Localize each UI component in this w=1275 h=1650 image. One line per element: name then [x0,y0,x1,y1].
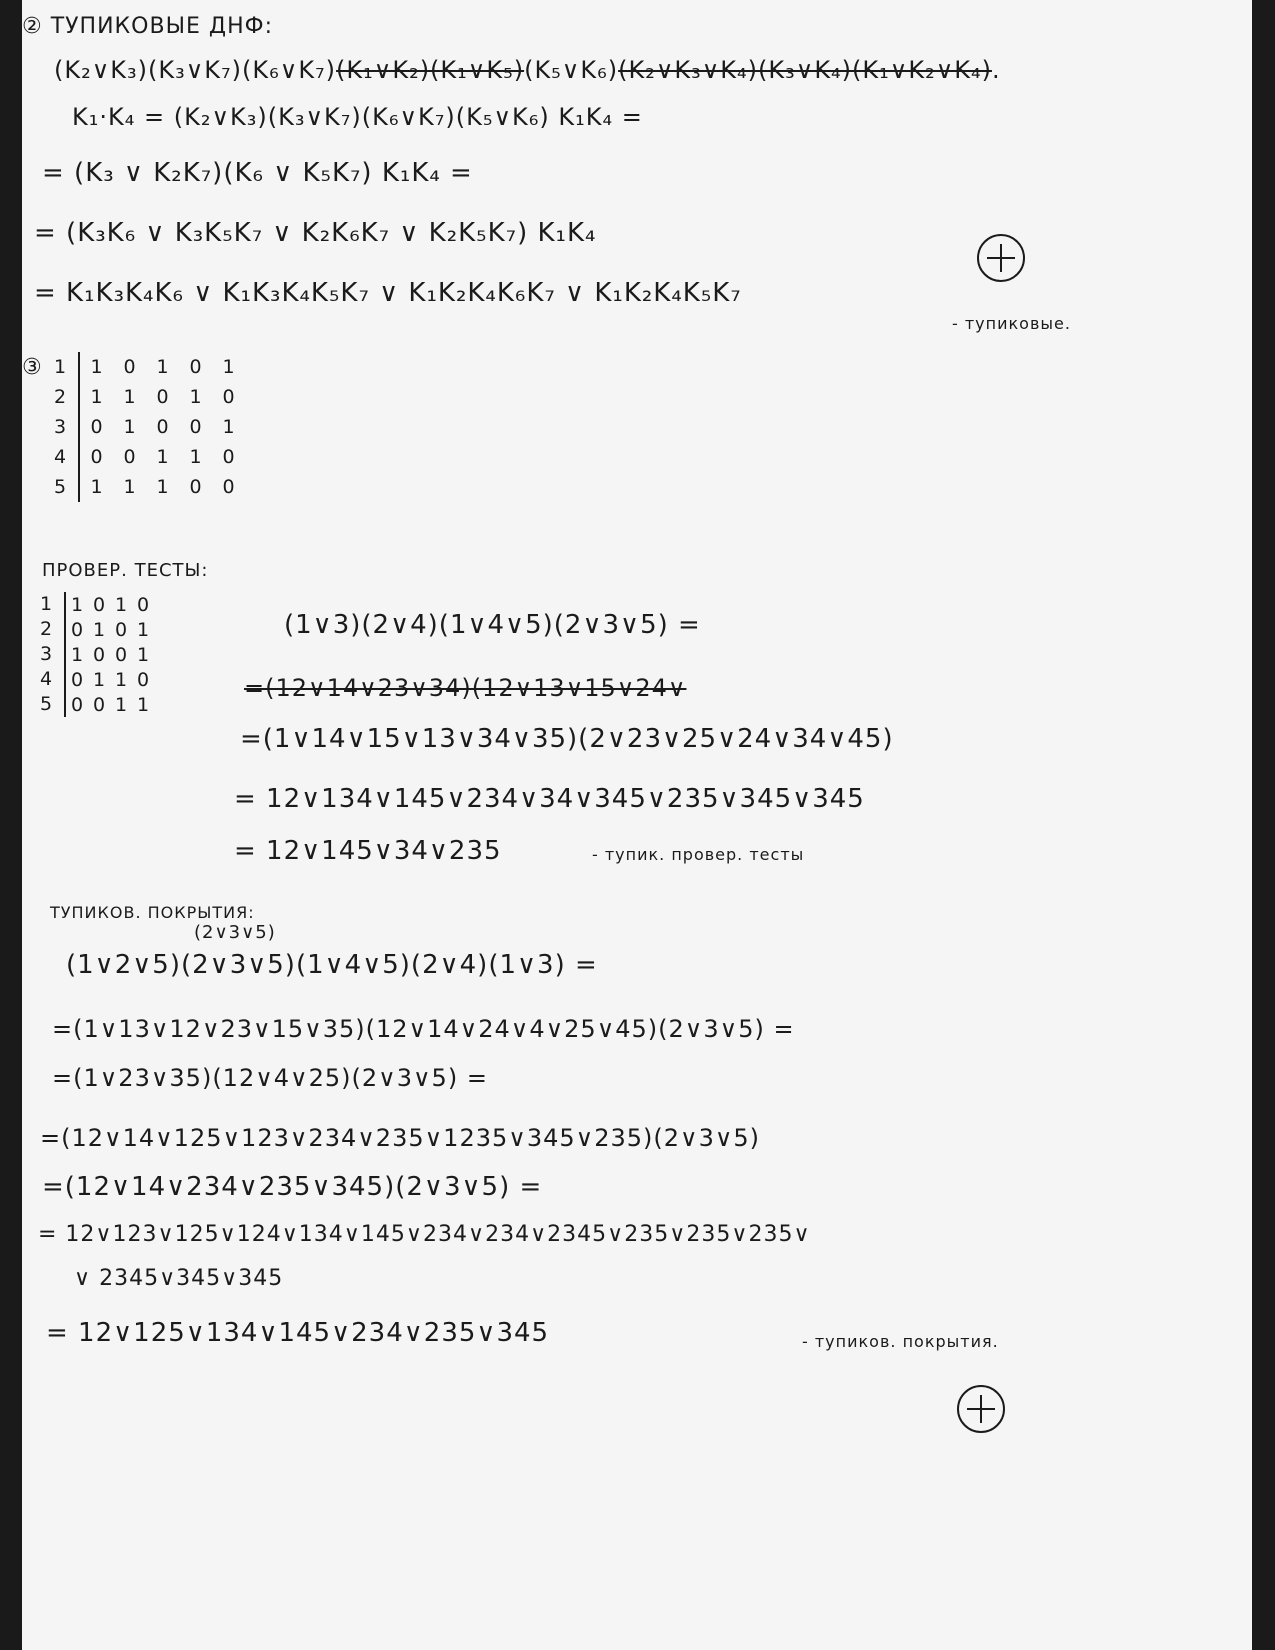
matrix-cell: 1 [123,416,136,438]
section2-line3: = (K₃ ∨ K₂K₇)(K₆ ∨ K₅K₇) K₁K₄ = [42,158,473,188]
section2-line1-b: (K₁∨K₂)(K₁∨K₅) [336,56,525,84]
tests-cell: 1 [114,693,128,716]
matrix-cell: 1 [222,416,235,438]
covers-heading: ТУПИКОВ. ПОКРЫТИЯ: [50,903,255,922]
matrix-row [80,412,245,442]
tests-cell: 1 [114,593,128,616]
matrix-cell: 1 [90,476,103,498]
matrix-cell: 0 [189,356,202,378]
tests-row [66,692,154,717]
covers-line2: =(1∨13∨12∨23∨15∨35)(12∨14∨24∨4∨25∨45)(2∨3∨5) = [52,1015,795,1043]
covers-line4: =(12∨14∨125∨123∨234∨235∨1235∨345∨235)(2∨3∨5) [40,1124,761,1152]
matrix-cell: 1 [189,446,202,468]
tests-row [66,667,154,692]
tests-heading: ПРОВЕР. ТЕСТЫ: [42,560,209,581]
section2-heading: ② ТУПИКОВЫЕ ДНФ: [22,14,273,39]
section2-line4: = (K₃K₆ ∨ K₃K₅K₇ ∨ K₂K₆K₇ ∨ K₂K₅K₇) K₁K₄ [34,218,597,248]
matrix-cell: 0 [156,416,169,438]
matrix-row-labels [54,352,66,502]
tests-row [66,617,154,642]
matrix-cell: 0 [222,476,235,498]
tests-row-label: 2 [40,618,53,640]
matrix-row [80,382,245,412]
section2-line1-e: . [991,56,1001,84]
tests-line1: (1∨3)(2∨4)(1∨4∨5)(2∨3∨5) = [284,610,701,640]
matrix-cell: 0 [123,356,136,378]
section2-line5-suffix: - тупиковые. [952,314,1071,333]
section2-line1-d: (K₂∨K₃∨K₄)(K₃∨K₄)(K₁∨K₂∨K₄) [618,56,992,84]
matrix-row-label: 5 [54,476,67,498]
section2-line2: K₁·K₄ = (K₂∨K₃)(K₃∨K₇)(K₆∨K₇)(K₅∨K₆) K₁K₄ = [72,103,643,131]
tests-line3: =(1∨14∨15∨13∨34∨35)(2∨23∨25∨24∨34∨45) [240,724,894,754]
matrix-cell: 1 [189,386,202,408]
tests-row-label: 4 [40,668,53,690]
matrix-cell: 0 [189,476,202,498]
grade-plus-mark [957,1385,1005,1433]
tests-row-label: 1 [40,593,53,615]
matrix-row-label: 3 [54,416,67,438]
matrix-cell: 0 [189,416,202,438]
covers-line8-suffix: - тупиков. покрытия. [802,1332,999,1351]
matrix-row-label: 4 [54,446,67,468]
covers-line7: ∨ 2345∨345∨345 [74,1266,284,1291]
section2-line5: = K₁K₃K₄K₆ ∨ K₁K₃K₄K₅K₇ ∨ K₁K₂K₄K₆K₇ ∨ K₁K₂K₄K₅K₇ [34,278,742,308]
matrix-cell: 0 [90,416,103,438]
tests-cell: 0 [136,593,150,616]
tests-row-labels [40,592,52,717]
tests-cell: 0 [114,643,128,666]
tests-row-label: 3 [40,643,53,665]
matrix-row [80,442,245,472]
tests-cell: 0 [70,693,84,716]
tests-line5: = 12∨145∨34∨235 [234,836,502,866]
tests-cell: 0 [114,618,128,641]
tests-line2-struck: =(12∨14∨23∨34)(12∨13∨15∨24∨ [244,674,687,702]
tests-row-label: 5 [40,693,53,715]
tests-cell: 1 [136,643,150,666]
section2-line1 [54,56,1001,84]
incidence-matrix [78,352,245,502]
section3-number: ③ [22,355,43,380]
tests-cell: 1 [114,668,128,691]
tests-line5-suffix: - тупик. провер. тесты [592,845,805,864]
matrix-row-label: 2 [54,386,67,408]
tests-cell: 1 [136,618,150,641]
matrix-cell: 0 [156,386,169,408]
tests-cell: 1 [136,693,150,716]
tests-cell: 0 [70,618,84,641]
matrix-cell: 0 [90,446,103,468]
matrix-cell: 1 [156,446,169,468]
tests-matrix [64,592,154,717]
matrix-cell: 1 [90,356,103,378]
matrix-cell: 0 [123,446,136,468]
matrix-cell: 0 [222,386,235,408]
tests-cell: 1 [70,593,84,616]
covers-line8: = 12∨125∨134∨145∨234∨235∨345 [46,1318,550,1348]
tests-cell: 1 [92,618,106,641]
matrix-cell: 1 [156,356,169,378]
matrix-cell: 1 [123,476,136,498]
tests-row [66,592,154,617]
matrix-cell: 1 [123,386,136,408]
covers-line6: = 12∨123∨125∨124∨134∨145∨234∨234∨2345∨235∨235∨235∨ [38,1222,811,1247]
covers-line5: =(12∨14∨234∨235∨345)(2∨3∨5) = [42,1172,543,1202]
tests-cell: 0 [70,668,84,691]
matrix-row-label: 1 [54,356,67,378]
tests-cell: 1 [92,668,106,691]
section2-line1-a: (K₂∨K₃)(K₃∨K₇)(K₆∨K₇) [54,56,337,84]
tests-cell: 1 [70,643,84,666]
matrix-cell: 1 [90,386,103,408]
matrix-cell: 1 [222,356,235,378]
tests-row [66,642,154,667]
covers-line3: =(1∨23∨35)(12∨4∨25)(2∨3∨5) = [52,1064,488,1092]
matrix-row [80,352,245,382]
matrix-row [80,472,245,502]
paper-sheet [22,0,1252,1650]
matrix-cell: 0 [222,446,235,468]
covers-note: (2∨3∨5) [194,922,276,943]
tests-cell: 0 [92,593,106,616]
tests-cell: 0 [92,693,106,716]
covers-line1: (1∨2∨5)(2∨3∨5)(1∨4∨5)(2∨4)(1∨3) = [66,950,598,980]
matrix-cell: 1 [156,476,169,498]
grade-plus-mark [977,234,1025,282]
section2-line1-c: (K₅∨K₆) [524,56,619,84]
tests-cell: 0 [92,643,106,666]
tests-line4: = 12∨134∨145∨234∨34∨345∨235∨345∨345 [234,784,865,814]
tests-cell: 0 [136,668,150,691]
